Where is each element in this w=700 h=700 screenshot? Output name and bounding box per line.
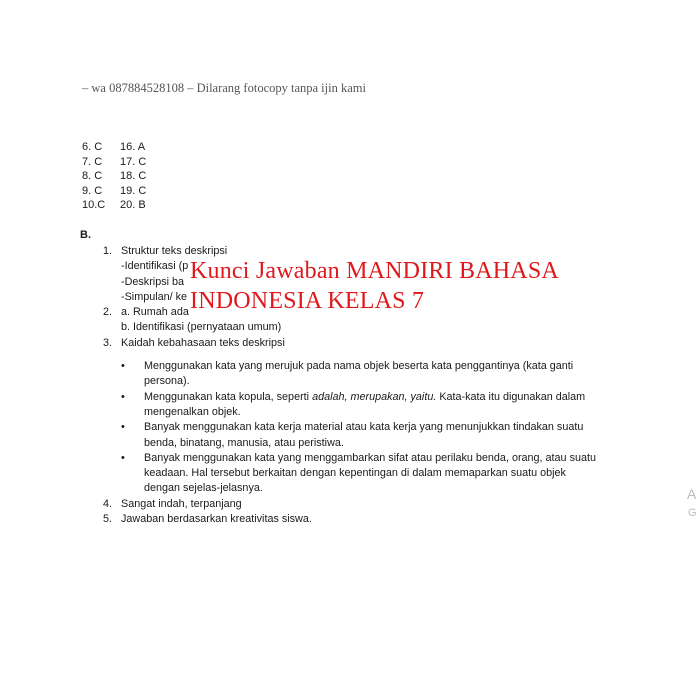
bullet-item [0,451,700,466]
bullet-text: Banyak menggunakan kata kerja material atau kata kerja yang menunjukkan tindakan suatu [144,421,584,434]
bullet-text: mengenalkan objek. [144,405,241,418]
answer-left: 9. C [82,184,103,197]
list-item [0,320,700,335]
edge-text-fragment: G [688,507,697,519]
multiple-choice-answers [82,140,160,213]
spacer [0,351,700,359]
item-text: Sangat indah, terpanjang [121,497,242,510]
bullet-icon: • [121,421,125,434]
answer-left: 7. C [82,155,103,168]
item-number: 4. [103,497,113,510]
item-line-b: b. Identifikasi (pernyataan umum) [121,321,282,334]
bullet-text: keadaan. Hal tersebut berkaitan dengan kepentingan di dalam memaparkan suatu objek [144,467,566,480]
answer-right: 19. C [120,184,147,197]
essay-item-3 [0,336,700,351]
essay-item-4 [0,497,700,512]
bullet-continuation [0,405,700,420]
answer-row [82,184,160,199]
bullet-text: benda, binatang, manusia, atau peristiwa. [144,436,344,449]
answer-left: 6. C [82,141,103,153]
answer-row [82,198,160,213]
answer-row [82,140,160,155]
item-number: 1. [103,245,113,257]
item-number: 2. [103,306,113,319]
copyright-notice: – wa 087884528108 – Dilarang fotocopy tanpa ijin kami [82,81,366,95]
bullet-text: Menggunakan kata yang merujuk pada nama objek beserta kata penggantinya (kata ganti [144,360,574,373]
section-b-heading: B. [80,229,91,241]
bullet-icon: • [121,390,125,403]
structure-line: -Deskripsi ba [121,275,184,288]
bullet-text-post: Kata-kata itu digunakan dalam [436,390,586,403]
answer-key-title [190,256,559,316]
bullet-text: persona). [144,375,190,388]
bullet-continuation [0,374,700,389]
item-number: 5. [103,513,113,526]
answer-row [82,169,160,184]
answer-left: 8. C [82,170,103,183]
bullet-continuation [0,466,700,481]
bullet-item [0,420,700,435]
bullet-continuation [0,436,700,451]
bullet-text-italic: adalah, merupakan, yaitu. [312,390,437,403]
structure-line: -Simpulan/ ke [121,290,188,303]
answer-right: 20. B [120,199,146,212]
answer-key-title-line1: Kunci Jawaban MANDIRI BAHASA [190,258,559,284]
bullet-text-pre: Menggunakan kata kopula, seperti [144,390,313,403]
bullet-item [0,390,700,405]
edge-text-fragment: A [687,486,697,502]
bullet-text: dengan sejelas-jelasnya. [144,482,263,495]
bullet-continuation [0,481,700,496]
answer-right: 16. A [120,141,146,153]
item-number: 3. [103,336,113,349]
item-title: Kaidah kebahasaan teks deskripsi [121,336,285,349]
bullet-text [144,390,585,405]
structure-line: -Identifikasi (p [121,260,189,273]
bullet-icon: • [121,451,125,464]
answer-key-title-line2: INDONESIA KELAS 7 [190,288,425,314]
answer-left: 10.C [82,199,106,212]
bullet-text: Banyak menggunakan kata yang menggambarkan sifat atau perilaku benda, orang, atau suatu [144,451,596,464]
bullet-icon: • [121,360,125,373]
answer-right: 17. C [120,155,147,168]
answer-row [82,155,160,170]
essay-item-5 [0,512,700,527]
item-text: Jawaban berdasarkan kreativitas siswa. [121,513,312,526]
answer-right: 18. C [120,170,147,183]
item-title: Struktur teks deskripsi [121,245,228,257]
item-line-a: a. Rumah ada [121,306,189,319]
bullet-item [0,359,700,374]
